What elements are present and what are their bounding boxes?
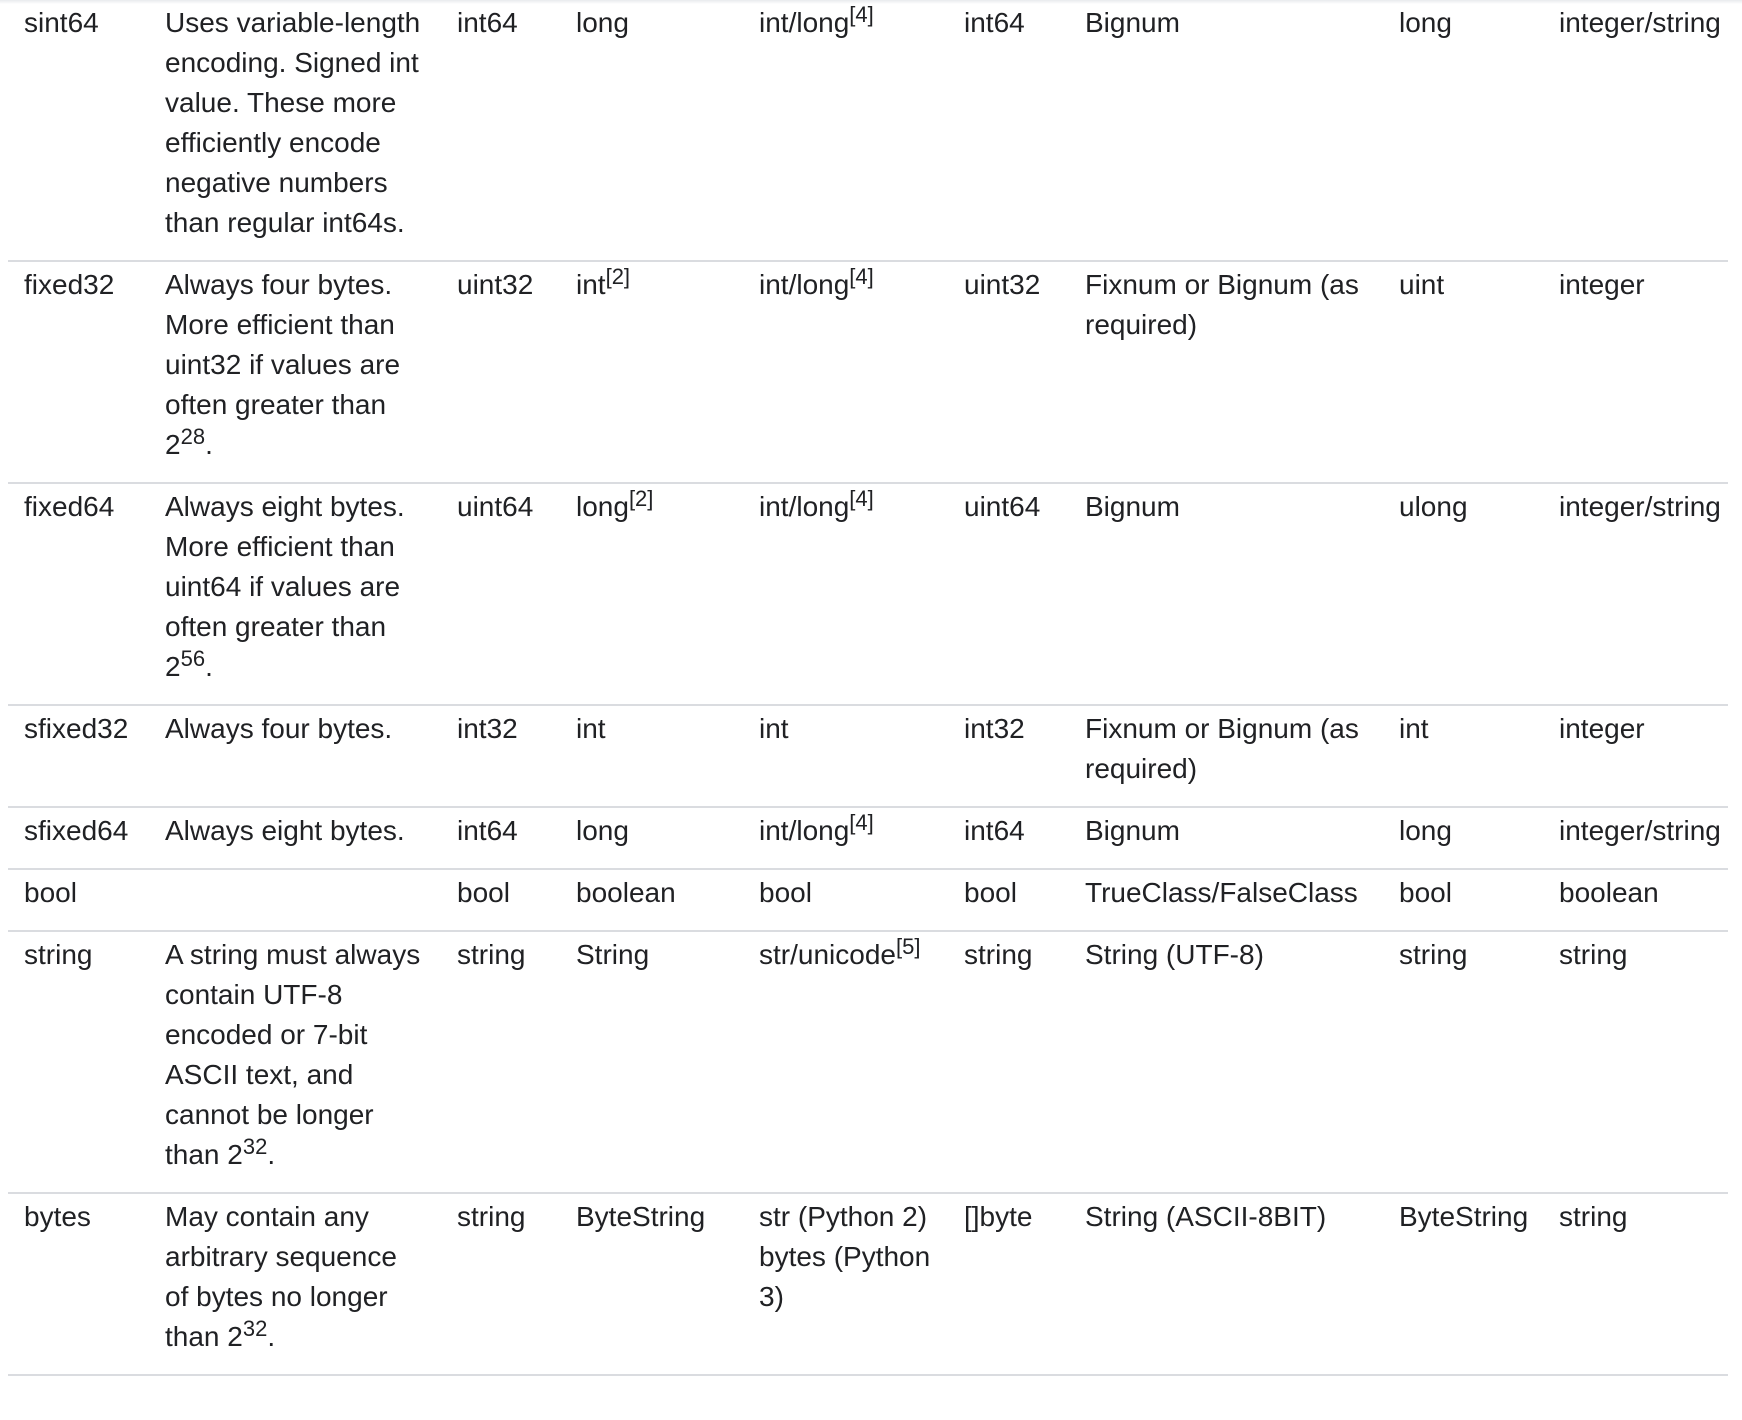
cell-java-type (560, 807, 743, 869)
cell-text: boolean (576, 877, 676, 908)
cell-text: sfixed32 (24, 713, 129, 744)
cell-cpp-type (441, 483, 560, 705)
cell-go-type (948, 705, 1069, 807)
cell-cpp-type (441, 807, 560, 869)
cell-text: integer/string (1559, 7, 1721, 38)
cell-ruby-type (1069, 931, 1383, 1193)
cell-text: bytes (24, 1201, 91, 1232)
cell-text: Always four bytes. More efficient than uint32 if values are often greater than 2 (165, 269, 401, 460)
footnote-sup: [2] (628, 486, 654, 512)
cell-text: String (576, 939, 650, 970)
cell-text: ulong (1399, 491, 1468, 522)
cell-python-type (743, 1193, 948, 1375)
cell-text: string (457, 1201, 526, 1232)
cell-ruby-type (1069, 261, 1383, 483)
footnote-sup: 32 (242, 1134, 268, 1160)
cell-text: uint32 (457, 269, 534, 300)
cell-proto-type (8, 807, 149, 869)
cell-text: str/unicode (759, 939, 896, 970)
cell-notes (149, 869, 441, 931)
cell-cpp-type (441, 261, 560, 483)
cell-php-type (1543, 705, 1728, 807)
cell-csharp-type (1383, 705, 1543, 807)
cell-cpp-type (441, 1193, 560, 1375)
cell-text: long (576, 491, 629, 522)
cell-text: int64 (457, 7, 518, 38)
cell-php-type (1543, 0, 1728, 261)
cell-csharp-type (1383, 261, 1543, 483)
cell-python-type (743, 931, 948, 1193)
cell-proto-type (8, 705, 149, 807)
cell-text: TrueClass/FalseClass (1085, 877, 1358, 908)
cell-text: . (267, 1139, 276, 1170)
cell-text: Always eight bytes. (165, 815, 405, 846)
cell-go-type (948, 261, 1069, 483)
cell-java-type (560, 931, 743, 1193)
cell-java-type (560, 705, 743, 807)
cell-text: int32 (964, 713, 1025, 744)
cell-csharp-type (1383, 931, 1543, 1193)
cell-text: ByteString (576, 1201, 706, 1232)
cell-text: sfixed64 (24, 815, 129, 846)
table-row (8, 705, 1728, 807)
cell-go-type (948, 483, 1069, 705)
cell-proto-type (8, 931, 149, 1193)
cell-text: Uses variable-length encoding. Signed int value. These more efficiently encode negative numbers than regular int64s. (165, 7, 421, 238)
cell-text: Bignum (1085, 7, 1180, 38)
cell-ruby-type (1069, 705, 1383, 807)
cell-notes (149, 705, 441, 807)
cell-csharp-type (1383, 869, 1543, 931)
cell-text: uint64 (457, 491, 534, 522)
cell-text: Always four bytes. (165, 713, 393, 744)
cell-text: string (457, 939, 526, 970)
cell-text: fixed32 (24, 269, 115, 300)
cell-ruby-type (1069, 1193, 1383, 1375)
cell-text: String (ASCII-8BIT) (1085, 1201, 1327, 1232)
cell-text: integer (1559, 269, 1645, 300)
cell-text: . (267, 1321, 276, 1352)
cell-go-type (948, 869, 1069, 931)
cell-text: string (24, 939, 93, 970)
cell-text: long (1399, 7, 1452, 38)
cell-python-type (743, 261, 948, 483)
footnote-sup: [4] (849, 810, 874, 836)
cell-text: uint64 (964, 491, 1041, 522)
cell-python-type (743, 483, 948, 705)
cell-go-type (948, 931, 1069, 1193)
footnote-sup: 28 (180, 424, 206, 450)
cell-csharp-type (1383, 807, 1543, 869)
cell-java-type (560, 0, 743, 261)
cell-cpp-type (441, 0, 560, 261)
table-row (8, 931, 1728, 1193)
cell-proto-type (8, 869, 149, 931)
cell-text: int/long (759, 491, 850, 522)
cell-text: Fixnum or Bignum (as required) (1085, 269, 1359, 340)
footnote-sup: [4] (849, 2, 874, 28)
table-row (8, 483, 1728, 705)
cell-text: int64 (964, 815, 1025, 846)
cell-text: int32 (457, 713, 518, 744)
cell-notes (149, 261, 441, 483)
cell-text: long (576, 7, 629, 38)
cell-java-type (560, 483, 743, 705)
cell-text: int/long (759, 269, 850, 300)
cell-java-type (560, 869, 743, 931)
cell-go-type (948, 0, 1069, 261)
cell-text: string (1559, 1201, 1628, 1232)
cell-text: bool (457, 877, 510, 908)
scalar-types-table (8, 0, 1728, 1376)
cell-proto-type (8, 0, 149, 261)
cell-text: Bignum (1085, 491, 1180, 522)
cell-proto-type (8, 1193, 149, 1375)
cell-text: int64 (964, 7, 1025, 38)
cell-text: string (1399, 939, 1468, 970)
cell-text: boolean (1559, 877, 1659, 908)
cell-python-type (743, 807, 948, 869)
cell-text: int64 (457, 815, 518, 846)
cell-php-type (1543, 261, 1728, 483)
cell-python-type (743, 705, 948, 807)
table-row (8, 0, 1728, 261)
cell-text: str (Python 2) bytes (Python 3) (759, 1201, 931, 1312)
cell-text: Always eight bytes. More efficient than uint64 if values are often greater than 2 (165, 491, 405, 682)
cell-notes (149, 807, 441, 869)
footnote-sup: 32 (242, 1316, 268, 1342)
cell-ruby-type (1069, 483, 1383, 705)
cell-ruby-type (1069, 869, 1383, 931)
cell-php-type (1543, 931, 1728, 1193)
table-row (8, 869, 1728, 931)
cell-cpp-type (441, 931, 560, 1193)
cell-text: fixed64 (24, 491, 115, 522)
cell-go-type (948, 1193, 1069, 1375)
cell-text: integer/string (1559, 815, 1721, 846)
cell-text: int (576, 713, 606, 744)
footnote-sup: [4] (849, 264, 874, 290)
cell-python-type (743, 0, 948, 261)
cell-java-type (560, 261, 743, 483)
cell-csharp-type (1383, 483, 1543, 705)
footnote-sup: 56 (180, 646, 206, 672)
cell-text: int (1399, 713, 1429, 744)
cell-text: May contain any arbitrary sequence of bytes no longer than 2 (165, 1201, 397, 1352)
cell-text: integer (1559, 713, 1645, 744)
cell-text: int/long (759, 7, 850, 38)
cell-text: []byte (964, 1201, 1033, 1232)
cell-text: int (576, 269, 606, 300)
cell-php-type (1543, 1193, 1728, 1375)
cell-notes (149, 931, 441, 1193)
cell-text: string (964, 939, 1033, 970)
cell-text: long (1399, 815, 1452, 846)
cell-text: Fixnum or Bignum (as required) (1085, 713, 1359, 784)
cell-text: A string must always contain UTF-8 encoded or 7-bit ASCII text, and cannot be longer than 2 (165, 939, 421, 1170)
table-row (8, 1193, 1728, 1375)
cell-proto-type (8, 261, 149, 483)
cell-text: String (UTF-8) (1085, 939, 1264, 970)
cell-text: sint64 (24, 7, 99, 38)
cell-php-type (1543, 869, 1728, 931)
cell-notes (149, 0, 441, 261)
table-row (8, 261, 1728, 483)
cell-text: ByteString (1399, 1201, 1529, 1232)
cell-text: bool (24, 877, 77, 908)
cell-csharp-type (1383, 1193, 1543, 1375)
cell-ruby-type (1069, 807, 1383, 869)
footnote-sup: [5] (895, 934, 921, 960)
cell-text: long (576, 815, 629, 846)
cell-text: bool (759, 877, 812, 908)
cell-python-type (743, 869, 948, 931)
cell-text: int (759, 713, 789, 744)
cell-csharp-type (1383, 0, 1543, 261)
cell-proto-type (8, 483, 149, 705)
cell-notes (149, 1193, 441, 1375)
cell-go-type (948, 807, 1069, 869)
cell-text: . (205, 429, 213, 460)
cell-cpp-type (441, 869, 560, 931)
cell-text: uint32 (964, 269, 1041, 300)
cell-ruby-type (1069, 0, 1383, 261)
table-body (8, 0, 1728, 1375)
footnote-sup: [2] (605, 264, 631, 290)
cell-cpp-type (441, 705, 560, 807)
footnote-sup: [4] (849, 486, 874, 512)
cell-java-type (560, 1193, 743, 1375)
cell-text: . (205, 651, 213, 682)
cell-text: int/long (759, 815, 850, 846)
cell-text: integer/string (1559, 491, 1721, 522)
cell-php-type (1543, 483, 1728, 705)
cell-text: Bignum (1085, 815, 1180, 846)
table-row (8, 807, 1728, 869)
cell-php-type (1543, 807, 1728, 869)
cell-notes (149, 483, 441, 705)
cell-text: bool (1399, 877, 1452, 908)
cell-text: string (1559, 939, 1628, 970)
cell-text: bool (964, 877, 1017, 908)
cell-text: uint (1399, 269, 1445, 300)
